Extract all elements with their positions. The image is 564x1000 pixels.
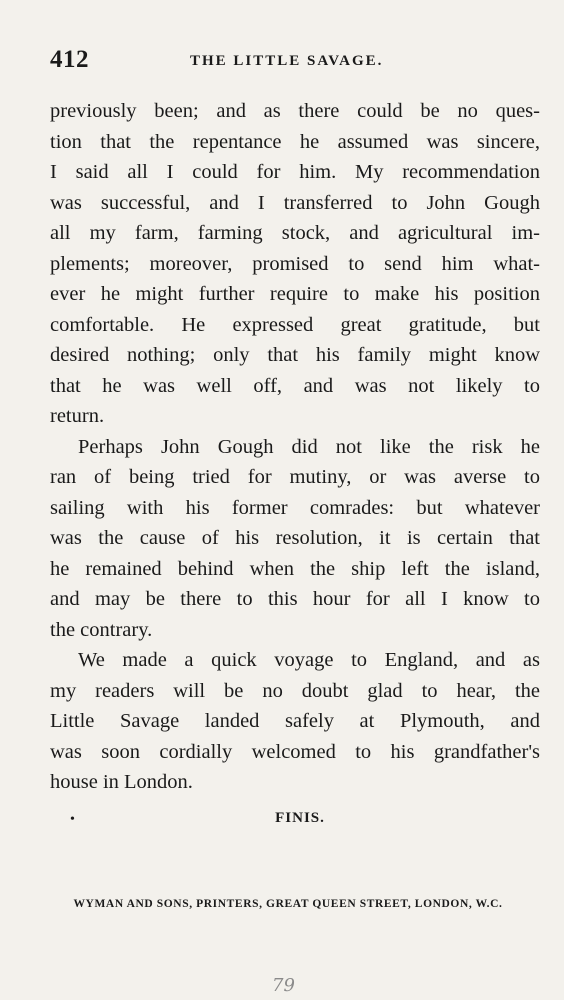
text-line: Perhaps John Gough did not like the risk he: [78, 435, 540, 458]
text-line: house in London.: [50, 771, 193, 793]
running-title: THE LITTLE SAVAGE.: [190, 53, 384, 69]
text-line: the contrary.: [50, 618, 153, 641]
text-line: return.: [50, 405, 105, 427]
text-line: I said all I could for him. My recommendation: [50, 161, 540, 183]
text-line: comfortable. He expressed great gratitude, but: [50, 313, 540, 336]
text-line: was soon cordially welcomed to his grandfather's: [50, 740, 540, 763]
printer-imprint: WYMAN AND SONS, PRINTERS, GREAT QUEEN STREET, LONDON, W.C.: [73, 898, 503, 910]
page-number: 412: [50, 46, 89, 73]
pencil-mark: 79: [272, 975, 295, 996]
text-line: that he was well off, and was not likely to: [50, 374, 540, 397]
paragraph: [50, 645, 540, 798]
paragraph: [50, 96, 540, 432]
text-line: Little Savage landed safely at Plymouth, and: [50, 710, 540, 732]
text-line: plements; moreover, promised to send him what-: [50, 252, 540, 275]
stray-mark: •: [70, 812, 75, 827]
text-line: all my farm, farming stock, and agricultural im-: [50, 222, 540, 244]
text-line: and may be there to this hour for all I know to: [50, 588, 540, 610]
text-line: desired nothing; only that his family might know: [50, 344, 540, 366]
finis-heading: FINIS.: [275, 810, 325, 826]
text-line: my readers will be no doubt glad to hear, the: [50, 679, 540, 702]
text-line: was successful, and I transferred to John Gough: [50, 191, 540, 214]
text-line: sailing with his former comrades: but whatever: [50, 496, 540, 519]
running-head: [50, 46, 540, 76]
text-line: We made a quick voyage to England, and as: [78, 649, 540, 671]
text-line: previously been; and as there could be no ques-: [50, 100, 540, 122]
text-line: he remained behind when the ship left the island,: [50, 557, 540, 580]
text-line: tion that the repentance he assumed was sincere,: [50, 130, 540, 153]
body-text: [50, 96, 540, 798]
text-line: ever he might further require to make his position: [50, 283, 540, 305]
paragraph: [50, 432, 540, 646]
text-line: was the cause of his resolution, it is certain that: [50, 527, 540, 549]
text-line: ran of being tried for mutiny, or was averse to: [50, 466, 540, 488]
